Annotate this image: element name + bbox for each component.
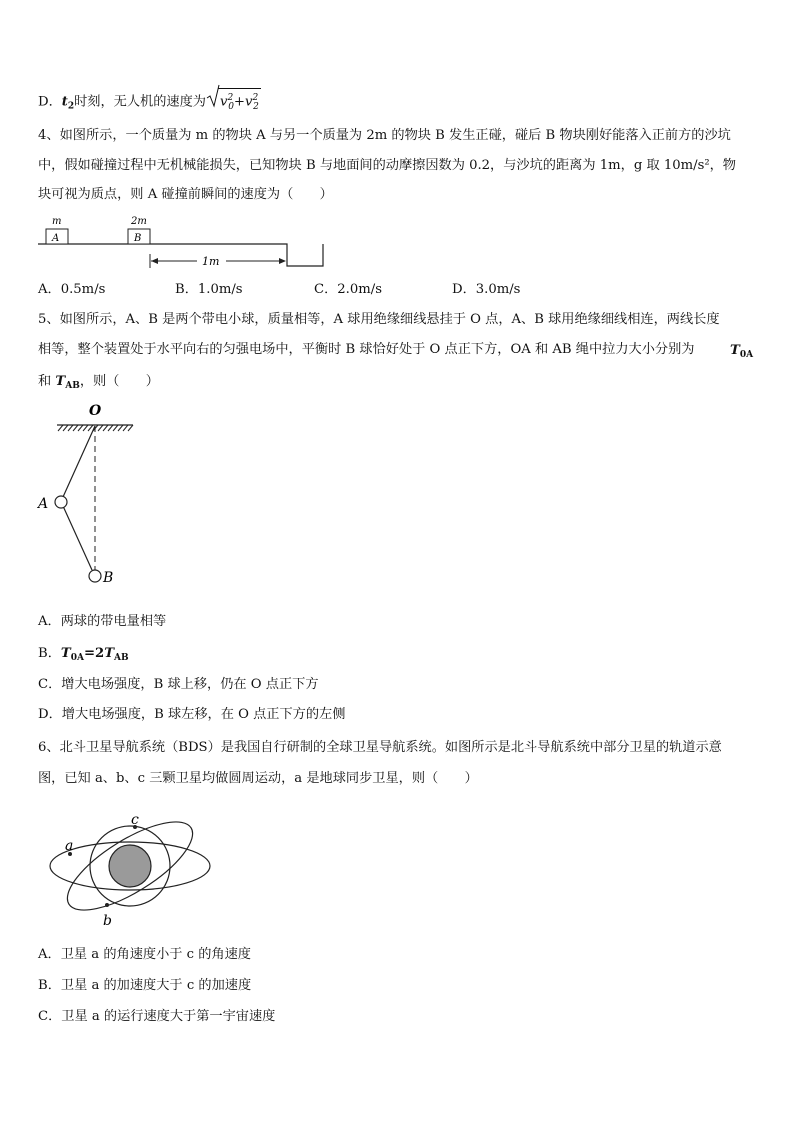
ball-b <box>89 570 101 582</box>
satellite-c-label: c <box>131 812 139 828</box>
block-b-label: B <box>134 233 142 244</box>
q6-line-1: 6、北斗卫星导航系统（BDS）是我国自行研制的全球卫星导航系统。如图所示是北斗导航系统中部分卫星的轨道示意 <box>38 740 722 755</box>
q5-line-3: 和 $T_{AB}$，则（ ） <box>38 374 159 391</box>
q6-line-2: 图，已知 a、b、c 三颗卫星均做圆周运动，a 是地球同步卫星，则（ ） <box>38 771 478 786</box>
ball-b-label: B <box>103 570 114 586</box>
sqrt-expression: $v^2_0+v^2_2$ <box>206 88 261 116</box>
q5-option-b: B．$T_{0A}=2T_{AB}$ <box>38 646 129 663</box>
q4-line-1: 4、如图所示，一个质量为 m 的物块 A 与另一个质量为 2m 的物块 B 发生正碰，碰后 B 物块刚好能落入正前方的沙坑 <box>38 128 731 143</box>
q5-line-2: 相等，整个装置处于水平向右的匀强电场中，平衡时 B 球恰好处于 O 点正下方，OA 和 AB 绳中拉力大小分别为 <box>38 342 695 357</box>
q5-option-a: A．两球的带电量相等 <box>38 614 167 629</box>
q4-option-b: B．1.0m/s <box>175 282 243 297</box>
satellite-a-label: a <box>65 838 74 854</box>
string-ab <box>63 506 92 570</box>
q4-option-c: C．2.0m/s <box>314 282 382 297</box>
q4-line-2: 中，假如碰撞过程中无机械能损失，已知物块 B 与地面间的动摩擦因数为 0.2，与沙坑的距离为 1m，g 取 10m/s²，物 <box>38 158 736 173</box>
q3-option-d: D．$t_2$时刻，无人机的速度为 $v^2_0+v^2_2$ <box>38 88 261 116</box>
q5-option-d: D．增大电场强度，B 球左移，在 O 点正下方的左侧 <box>38 707 346 722</box>
ball-a <box>55 496 67 508</box>
q4-option-a: A．0.5m/s <box>38 282 106 297</box>
q5-line-1: 5、如图所示，A、B 是两个带电小球，质量相等，A 球用绝缘细线悬挂于 O 点，A、B 球用绝缘细线相连，两线长度 <box>38 312 720 327</box>
block-a-mass: m <box>52 216 62 227</box>
q4-line-3: 块可视为质点，则 A 碰撞前瞬间的速度为（ ） <box>38 187 333 202</box>
point-o-label: O <box>89 403 102 419</box>
earth <box>109 845 151 887</box>
satellite-b-label: b <box>103 913 112 929</box>
arrow-left-head <box>151 258 158 264</box>
q6-option-c: C．卫星 a 的运行速度大于第一宇宙速度 <box>38 1009 276 1024</box>
q4-figure <box>30 208 340 270</box>
arrow-right-head <box>279 258 286 264</box>
q4-option-d: D．3.0m/s <box>452 282 521 297</box>
distance-label: 1m <box>202 255 220 268</box>
q6-option-b: B．卫星 a 的加速度大于 c 的加速度 <box>38 978 252 993</box>
satellite-b <box>105 903 109 907</box>
q5-t0a: $T_{0A}$ <box>730 343 754 360</box>
ball-a-label: A <box>38 496 49 512</box>
q5-figure <box>30 400 150 590</box>
q6-option-a: A．卫星 a 的角速度小于 c 的角速度 <box>38 947 251 962</box>
string-oa <box>63 426 95 497</box>
q6-figure <box>45 810 225 935</box>
block-a-label: A <box>52 233 60 244</box>
q5-option-c: C．增大电场强度，B 球上移，仍在 O 点正下方 <box>38 677 319 692</box>
block-b-mass: 2m <box>131 216 147 227</box>
sqrt-sign <box>206 84 220 108</box>
